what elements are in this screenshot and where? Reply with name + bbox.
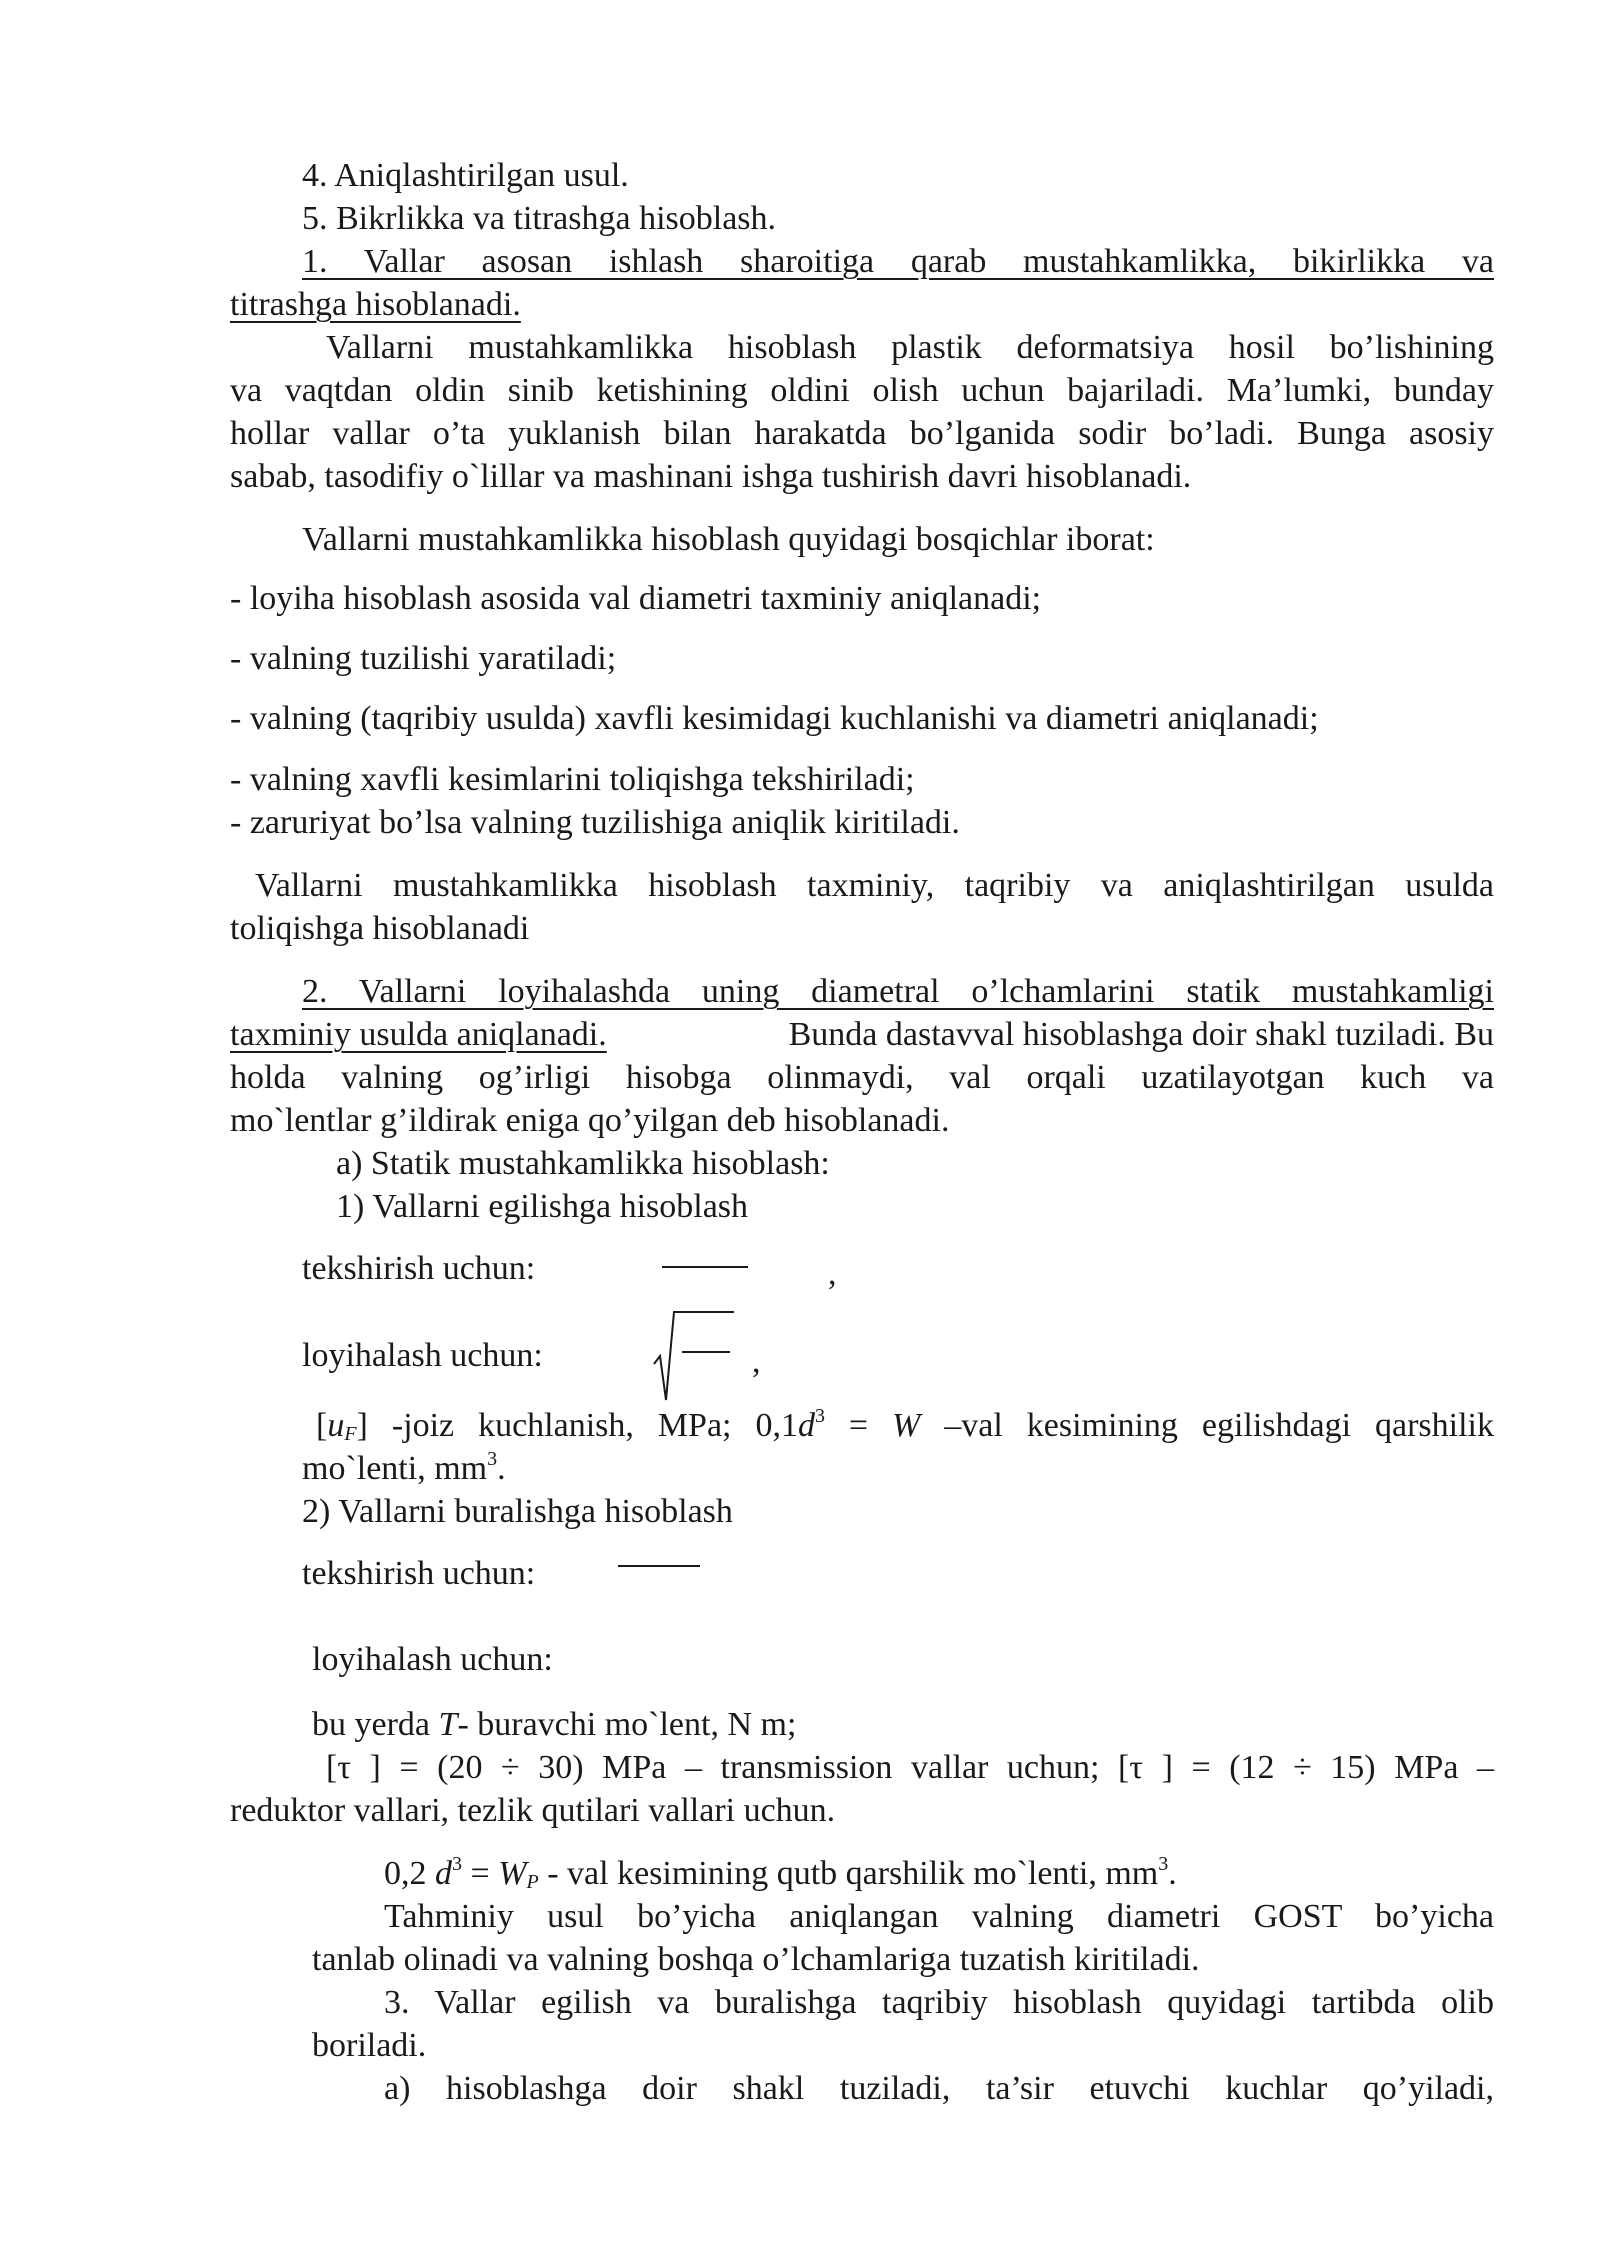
text: 0,2 — [384, 1855, 435, 1892]
fraction-bar — [662, 1266, 748, 1268]
tau-line-2: reduktor vallari, tezlik qutilari vallari uchun. — [230, 1792, 836, 1829]
bullet-item: - valning (taqribiy usulda) xavfli kesimidagi kuchlanishi va diametri aniqlanadi; — [230, 700, 1319, 737]
comma: , — [752, 1343, 761, 1380]
section-3-line-1: 3. Vallar egilish va buralishga taqribiy hisoblash quyidagi tartibda olib — [384, 1984, 1494, 2021]
bullet-item: - valning xavfli kesimlarini toliqishga tekshiriladi; — [230, 761, 915, 798]
where-line — [312, 1703, 796, 1746]
text: . — [497, 1450, 506, 1487]
bullet-item: - loyiha hisoblash asosida val diametri taxminiy aniqlanadi; — [230, 580, 1042, 617]
list-item-5: 5. Bikrlikka va titrashga hisoblash. — [302, 200, 777, 237]
bullet-item: - valning tuzilishi yaratiladi; — [230, 640, 617, 677]
sub-P: P — [526, 1871, 539, 1893]
section-2-heading-line-2 — [230, 1013, 1494, 1056]
sup-3: 3 — [814, 1405, 825, 1427]
paragraph-intro: Vallarni mustahkamlikka hisoblash quyidagi bosqichlar iborat: — [302, 521, 1155, 558]
paragraph-line: sabab, tasodifiy o`lillar va mashinani ishga tushirish davri hisoblanadi. — [230, 458, 1192, 495]
polar-modulus-line — [384, 1852, 1177, 1895]
text: [ — [316, 1407, 328, 1444]
text: bu yerda — [312, 1706, 439, 1743]
definition-line-1 — [316, 1404, 1494, 1447]
section-1-heading-line-1: 1. Vallar asosan ishlash sharoitiga qarab mustahkamlikka, bikirlikka va — [302, 243, 1494, 280]
text: = — [824, 1407, 893, 1444]
var-d: d — [435, 1855, 452, 1892]
paragraph-line: hollar vallar o’ta yuklanish bilan harakatda bo’lganida sodir bo’ladi. Bunga asosiy — [230, 415, 1494, 452]
paragraph-line: va vaqtdan oldin sinib ketishining oldini olish uchun bajariladi. Ma’lumki, bunday — [230, 372, 1494, 409]
cube-root-sign — [652, 1306, 736, 1402]
section-1-heading-line-2: titrashga hisoblanadi. — [230, 286, 521, 323]
sup-3: 3 — [487, 1448, 498, 1470]
paragraph-line: Vallarni mustahkamlikka hisoblash plastik deformatsiya hosil bo’lishining — [326, 329, 1494, 366]
fraction-bar — [618, 1565, 700, 1567]
paragraph-line: holda valning og’irligi hisobga olinmaydi, val orqali uzatilayotgan kuch va — [230, 1059, 1494, 1096]
paragraph-line: mo`lentlar g’ildirak eniga qo’yilgan deb hisoblanadi. — [230, 1102, 950, 1139]
text: = — [462, 1855, 499, 1892]
sub-F: F — [344, 1423, 357, 1445]
var-u: u — [327, 1407, 345, 1444]
comma: , — [828, 1255, 837, 1292]
check-label: tekshirish uchun: — [302, 1250, 536, 1287]
list-item-4: 4. Aniqlashtirilgan usul. — [302, 157, 629, 194]
tau-line-1: [τ ] = (20 ÷ 30) MPa – transmission vallar uchun; [τ ] = (12 ÷ 15) MPa – — [326, 1749, 1494, 1786]
section-2-heading-line-1: 2. Vallarni loyihalashda uning diametral o’lchamlarini statik mustahkamligi — [302, 973, 1494, 1010]
design-label: loyihalash uchun: — [312, 1641, 553, 1678]
paragraph-line: Vallarni mustahkamlikka hisoblash taxminiy, taqribiy va aniqlashtirilgan usulda — [255, 867, 1494, 904]
var-d: d — [797, 1407, 815, 1444]
var-W: W — [892, 1407, 921, 1444]
text: . — [1168, 1855, 1177, 1892]
text: mo`lenti, mm — [302, 1450, 488, 1487]
text: - val kesimining qutb qarshilik mo`lenti, mm — [538, 1855, 1159, 1892]
paragraph-line: Tahminiy usul bo’yicha aniqlangan valning diametri GOST bo’yicha — [384, 1898, 1494, 1935]
text: –val kesimining egilishdagi qarshilik — [920, 1407, 1494, 1444]
sup-3: 3 — [452, 1853, 462, 1875]
definition-line-2 — [302, 1447, 506, 1490]
text: ] -joiz kuchlanish, MPa; 0,1 — [356, 1407, 798, 1444]
subheading-torsion: 2) Vallarni buralishga hisoblash — [302, 1493, 733, 1530]
section-3-line-3: a) hisoblashga doir shakl tuziladi, ta’sir etuvchi kuchlar qo’yiladi, — [384, 2070, 1494, 2107]
paragraph-line: tanlab olinadi va valning boshqa o’lchamlariga tuzatish kiritiladi. — [312, 1941, 1200, 1978]
var-W: W — [498, 1855, 527, 1892]
check-label: tekshirish uchun: — [302, 1555, 536, 1592]
section-3-line-2: boriladi. — [312, 2027, 427, 2064]
section-2-heading-underlined: taxminiy usulda aniqlanadi. — [230, 1016, 607, 1053]
subheading-bending: 1) Vallarni egilishga hisoblash — [336, 1188, 749, 1225]
bullet-item: - zaruriyat bo’lsa valning tuzilishiga aniqlik kiritiladi. — [230, 804, 960, 841]
design-label: loyihalash uchun: — [302, 1337, 543, 1374]
subheading-static: a) Statik mustahkamlikka hisoblash: — [336, 1145, 830, 1182]
var-T: T — [438, 1706, 458, 1743]
paragraph-line: toliqishga hisoblanadi — [230, 910, 530, 947]
text: - buravchi mo`lent, N m; — [457, 1706, 797, 1743]
sup-3: 3 — [1158, 1853, 1169, 1875]
section-2-heading-tail: Bunda dastavval hisoblashga doir shakl tuziladi. Bu — [788, 1016, 1494, 1053]
